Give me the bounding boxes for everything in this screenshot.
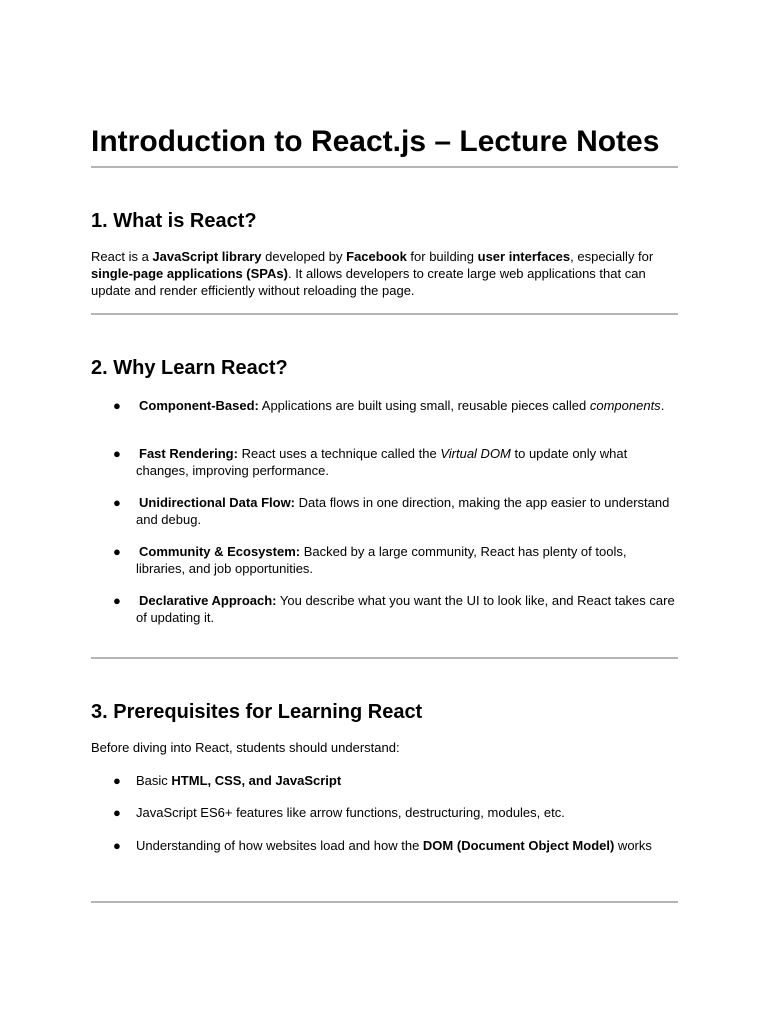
text-run: You describe what you want the UI to look like, and React takes care of updating it. <box>136 593 675 625</box>
bold-run: DOM (Document Object Model) <box>422 838 615 853</box>
text-run: works <box>614 838 652 853</box>
list-item-text <box>136 837 678 854</box>
text-run: React is a <box>91 249 153 264</box>
list-item-term: Component-Based: <box>139 398 259 413</box>
bullet-icon: ● <box>113 838 121 853</box>
text-run: . <box>660 398 665 413</box>
bullet-icon: ● <box>113 773 121 788</box>
text-run: Basic <box>136 773 172 788</box>
section-1-divider <box>91 313 678 315</box>
section-2-divider <box>91 657 678 659</box>
text-run: Understanding of how websites load and how the <box>136 838 423 853</box>
bullet-icon: ● <box>113 495 121 510</box>
list-item-text <box>136 592 678 626</box>
bullet-icon: ● <box>113 593 121 608</box>
list-item-text <box>136 494 678 528</box>
italic-run: Virtual DOM <box>440 446 511 461</box>
bold-run: Facebook <box>346 249 407 264</box>
list-item-term: Declarative Approach: <box>139 593 277 608</box>
bullet-icon: ● <box>113 805 121 820</box>
list-item-text <box>136 445 678 479</box>
text-run: JavaScript ES6+ features like arrow functions, destructuring, modules, etc. <box>136 805 565 820</box>
document-title: Introduction to React.js – Lecture Notes <box>91 125 660 158</box>
text-run: , especially for <box>570 249 654 264</box>
section-3-heading: 3. Prerequisites for Learning React <box>91 701 423 723</box>
section-3-divider <box>91 901 678 903</box>
section-1-paragraph <box>91 248 678 299</box>
section-1-heading: 1. What is React? <box>91 210 257 232</box>
bold-run: JavaScript library <box>152 249 262 264</box>
list-item-text <box>136 397 678 414</box>
bullet-icon: ● <box>113 446 121 461</box>
list-item-term: Fast Rendering: <box>139 446 238 461</box>
bullet-icon: ● <box>113 544 121 559</box>
italic-run: components <box>589 398 661 413</box>
text-run: React uses a technique called the <box>237 446 441 461</box>
bold-run: user interfaces <box>477 249 571 264</box>
bullet-icon: ● <box>113 398 121 413</box>
list-item-text <box>136 772 678 789</box>
text-run: Data flows in one direction, making the app easier to understand and debug. <box>136 495 670 527</box>
text-run: to update only what changes, improving performance. <box>136 446 628 478</box>
bold-run: HTML, CSS, and JavaScript <box>171 773 342 788</box>
section-2-heading: 2. Why Learn React? <box>91 357 288 379</box>
list-item-text <box>136 543 678 577</box>
text-run: Applications are built using small, reusable pieces called <box>258 398 590 413</box>
title-divider <box>91 166 678 168</box>
list-item-term: Community & Ecosystem: <box>139 544 301 559</box>
text-run: developed by <box>261 249 347 264</box>
text-run: Backed by a large community, React has plenty of tools, libraries, and job opportunities. <box>136 544 627 576</box>
list-item-text <box>136 804 678 821</box>
bold-run: single-page applications (SPAs) <box>91 266 288 281</box>
text-run: for building <box>406 249 478 264</box>
section-3-intro: Before diving into React, students should understand: <box>91 740 400 755</box>
list-item-term: Unidirectional Data Flow: <box>139 495 296 510</box>
text-run: . It allows developers to create large web applications that can update and render efficiently without reloading the page. <box>91 266 646 298</box>
